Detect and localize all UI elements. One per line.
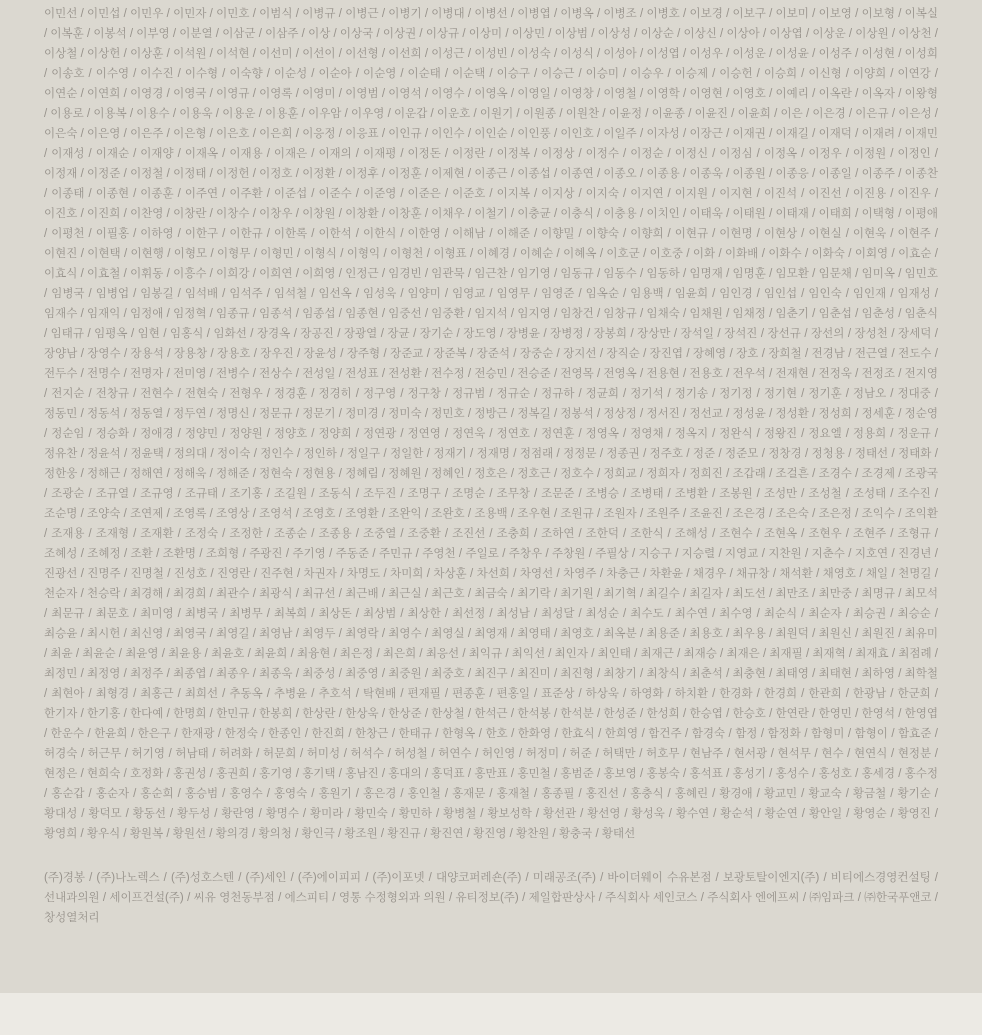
page-footer-strip — [0, 993, 982, 1035]
individual-donor-names-paragraph: 이민선 / 이민섭 / 이민우 / 이민자 / 이민호 / 이범식 / 이병규 / 이병근 / 이병기 / 이병대 / 이병선 / 이병엽 / 이병옥 / 이병조 / 이병호 / 이보경 / 이보구 / 이보미 / 이보영 / 이보형 / 이복실 / 이복훈 / 이봉석 / 이부영 / 이분열 / 이삼군 / 이삼주 / 이상 / 이상국 / 이상권 / 이상규 / 이상미 / 이상민 / 이상범 / 이상성 / 이상순 / 이상신 / 이상아 / 이상엽 / 이상운 / 이상원 / 이상천 / 이상철 / 이상헌 / 이상훈 / 이석원 / 이석현 / 이선미 / 이선이 / 이선형 / 이선희 / 이성근 / 이성빈 / 이성숙 / 이성식 / 이성아 / 이성엽 / 이성우 / 이성운 / 이성윤 / 이성주 / 이성현 / 이성희 / 이송호 / 이수영 / 이수진 / 이수형 / 이숙향 / 이순성 / 이순아 / 이순영 / 이순태 / 이순택 / 이승구 / 이승근 / 이승미 / 이승우 / 이승제 / 이승헌 / 이승희 / 이신형 / 이양희 / 이연강 / 이연순 / 이연희 / 이영경 / 이영국 / 이영규 / 이영록 / 이영미 / 이영범 / 이영석 / 이영수 / 이영옥 / 이영일 / 이영창 / 이영철 / 이영학 / 이영현 / 이영호 / 이예리 / 이옥란 / 이옥자 / 이왕형 / 이용로 / 이용복 / 이용수 / 이용욱 / 이용운 / 이용훈 / 이우암 / 이우영 / 이운갑 / 이운호 / 이원기 / 이원종 / 이원찬 / 이윤정 / 이윤종 / 이윤진 / 이윤희 / 이은 / 이은경 / 이은규 / 이은성 / 이은숙 / 이은영 / 이은주 / 이은형 / 이은호 / 이은희 / 이응정 / 이응표 / 이인규 / 이인수 / 이인순 / 이인풍 / 이인호 / 이일주 / 이자성 / 이장근 / 이재권 / 이재길 / 이재덕 / 이재려 / 이재민 / 이재성 / 이재순 / 이재양 / 이재옥 / 이재용 / 이재은 / 이재의 / 이재평 / 이정돈 / 이정란 / 이정복 / 이정상 / 이정수 / 이정순 / 이정신 / 이정심 / 이정옥 / 이정우 / 이정원 / 이정인 / 이정재 / 이정준 / 이정철 / 이정태 / 이정헌 / 이정호 / 이정환 / 이정후 / 이정훈 / 이제현 / 이종근 / 이종섭 / 이종연 / 이종오 / 이종용 / 이종욱 / 이종원 / 이종응 / 이종일 / 이종주 / 이종찬 / 이종태 / 이종현 / 이종훈 / 이주연 / 이주환 / 이준섭 / 이준수 / 이준영 / 이준은 / 이준호 / 이지복 / 이지상 / 이지숙 / 이지연 / 이지원 / 이지현 / 이진석 / 이진선 / 이진용 / 이진우 / 이진호 / 이진희 / 이찬영 / 이창란 / 이창수 / 이창우 / 이창원 / 이창환 / 이창훈 / 이채우 / 이철기 / 이충균 / 이충식 / 이충용 / 이치인 / 이태욱 / 이태원 / 이태재 / 이태희 / 이택형 / 이평애 / 이평천 / 이필홍 / 이하영 / 이한구 / 이한규 / 이한록 / 이한석 / 이한식 / 이한영 / 이해남 / 이해준 / 이향밀 / 이향숙 / 이향희 / 이현규 / 이현명 / 이현상 / 이현실 / 이현욱 / 이현주 / 이현진 / 이현택 / 이현행 / 이형모 / 이형무 / 이형민 / 이형식 / 이형익 / 이형천 / 이형표 / 이혜경 / 이혜순 / 이혜옥 / 이호군 / 이호중 / 이화 / 이화배 / 이화수 / 이화숙 / 이회영 / 이효순 / 이효식 / 이효철 / 이휘동 / 이흥수 / 이희강 / 이희연 / 이희영 / 인정근 / 임경빈 / 임관묵 / 임근찬 / 임기영 / 임동규 / 임동수 / 임동하 / 임명재 / 임명훈 / 임모환 / 임문채 / 임미옥 / 임민호 / 임병국 / 임병업 / 임봉길 / 임석배 / 임석주 / 임석철 / 임선옥 / 임성욱 / 임양미 / 임영교 / 임영무 / 임영준 / 임옥순 / 임용백 / 임윤희 / 임인경 / 임인섭 / 임인숙 / 임인재 / 임재성 / 임재수 / 임재익 / 임정애 / 임정혁 / 임종규 / 임종석 / 임종섭 / 임종현 / 임중선 / 임중환 / 임지석 / 임지영 / 임창건 / 임창규 / 임채숙 / 임채원 / 임채정 / 임춘기 / 임춘섭 / 임춘성 / 임춘식 / 임태규 / 임평옥 / 임현 / 임홍식 / 임화선 / 장경옥 / 장공진 / 장광열 / 장균 / 장기순 / 장도영 / 장병윤 / 장병정 / 장봉희 / 장상만 / 장석일 / 장석진 / 장선규 / 장선의 / 장성천 / 장세덕 / 장양남 / 장영수 / 장용석 / 장용창 / 장용호 / 장우진 / 장윤성 / 장주형 / 장준교 / 장준복 / 장준석 / 장중순 / 장지선 / 장직순 / 장진엽 / 장혜영 / 장호 / 장희철 / 전경남 / 전근열 / 전도수 / 전두수 / 전명수 / 전명자 / 전미영 / 전병수 / 전상수 / 전성일 / 전성표 / 전성환 / 전수정 / 전승민 / 전승준 / 전영목 / 전영옥 / 전용현 / 전용호 / 전우석 / 전재현 / 전정욱 / 전정조 / 전지영 / 전지순 / 전창규 / 전현수 / 전현숙 / 전형우 / 정경훈 / 정경히 / 정구영 / 정구창 / 정규범 / 정규순 / 정규하 / 정균희 / 정기석 / 정기송 / 정기정 / 정기현 / 정기훈 / 정남오 / 정대중 / 정동민 / 정동석 / 정동열 / 정두연 / 정명신 / 정문규 / 정문기 / 정미경 / 정미숙 / 정민호 / 정방근 / 정복길 / 정봉석 / 정상정 / 정서진 / 정선교 / 정성윤 / 정성환 / 정성희 / 정세훈 / 정순영 / 정순임 / 정승화 / 정애경 / 정양민 / 정양원 / 정양호 / 정양희 / 정연광 / 정연영 / 정연욱 / 정연호 / 정연훈 / 정영옥 / 정영채 / 정옥지 / 정완식 / 정왕진 / 정요엘 / 정용희 / 정운규 / 정유찬 / 정윤석 / 정윤택 / 정의대 / 정이숙 / 정인수 / 정인하 / 정일구 / 정일한 / 정재기 / 정재명 / 정점래 / 정정문 / 정종권 / 정주호 / 정준 / 정준모 / 정창경 / 정청용 / 정태선 / 정태화 / 정한웅 / 정해근 / 정해연 / 정해욱 / 정해준 / 정현숙 / 정현용 / 정혜림 / 정혜원 / 정혜인 / 정호은 / 정호근 / 정호수 / 정희교 / 정희자 / 정희진 / 조갑래 / 조걸흔 / 조경수 / 조경제 / 조광국 / 조광순 / 조규열 / 조규영 / 조규태 / 조기홍 / 조길원 / 조동식 / 조두진 / 조명구 / 조명순 / 조무창 / 조문준 / 조병승 / 조병태 / 조병환 / 조봉원 / 조성만 / 조성철 / 조성태 / 조수진 / 조순명 / 조양숙 / 조연제 / 조영록 / 조영상 / 조영석 / 조영호 / 조영환 / 조완익 / 조완호 / 조용백 / 조우현 / 조원규 / 조원자 / 조원주 / 조윤진 / 조은경 / 조은숙 / 조은정 / 조익수 / 조익환 / 조재용 / 조재형 / 조재환 / 조정숙 / 조정한 / 조종순 / 조종용 / 조중열 / 조중환 / 조진선 / 조충희 / 조하연 / 조한덕 / 조한식 / 조해성 / 조현수 / 조현옥 / 조현우 / 조현주 / 조형규 / 조혜성 / 조혜정 / 조환 / 조환명 / 조희형 / 주광진 / 주기영 / 주동준 / 주민규 / 주영천 / 주일로 / 주창우 / 주창원 / 주필상 / 지승구 / 지승렬 / 지영교 / 지찬원 / 지춘수 / 지호연 / 진경년 / 진광선 / 진명주 / 진명철 / 진성호 / 진영란 / 진주현 / 차권자 / 차명도 / 차미희 / 차상훈 / 차선희 / 차영선 / 차영주 / 차충근 / 차환윤 / 채경우 / 채규창 / 채석환 / 채영호 / 채일 / 천명길 / 천순자 / 천승락 / 최경해 / 최경희 / 최관수 / 최광식 / 최규선 / 최근배 / 최근실 / 최근호 / 최금숙 / 최기락 / 최기원 / 최기혁 / 최길수 / 최길자 / 최도선 / 최만조 / 최만중 / 최명규 / 최모석 / 최문규 / 최문호 / 최미영 / 최병국 / 최병무 / 최복희 / 최상돈 / 최상범 / 최상한 / 최선정 / 최성남 / 최성달 / 최성순 / 최수도 / 최수연 / 최수영 / 최순식 / 최순자 / 최승권 / 최승순 / 최승윤 / 최시헌 / 최신영 / 최영국 / 최영길 / 최영남 / 최영두 / 최영락 / 최영수 / 최영실 / 최영재 / 최영태 / 최영호 / 최옥분 / 최용준 / 최용호 / 최우용 / 최원덕 / 최원신 / 최원진 / 최유미 / 최윤 / 최윤순 / 최윤영 / 최윤용 / 최윤호 / 최윤희 / 최융현 / 최은정 / 최은희 / 최응선 / 최익규 / 최익선 / 최인자 / 최인태 / 최재근 / 최재승 / 최재은 / 최재필 / 최재혁 / 최재효 / 최점례 / 최정민 / 최정영 / 최정주 / 최종엽 / 최종우 / 최종욱 / 최중성 / 최중영 / 최중원 / 최중호 / 최진구 / 최진미 / 최진형 / 최창기 / 최창식 / 최춘석 / 최충현 / 최태영 / 최태현 / 최하영 / 최학철 / 최현아 / 최형경 / 최홍근 / 최희선 / 추동옥 / 추병윤 / 추호석 / 탁현배 / 편재필 / 편종훈 / 편홍일 / 표준상 / 하상욱 / 하영화 / 하치환 / 한경화 / 한경희 / 한관희 / 한광남 / 한군희 / 한기자 / 한기홍 / 한다예 / 한명희 / 한민규 / 한봉희 / 한상란 / 한상욱 / 한상준 / 한상철 / 한석근 / 한석봉 / 한석분 / 한성준 / 한성희 / 한승엽 / 한승호 / 한연란 / 한영민 / 한영석 / 한영엽 / 한운수 / 한윤희 / 한은구 / 한재광 / 한정숙 / 한종인 / 한진희 / 한창근 / 한태규 / 한형옥 / 한호 / 한화영 / 한효식 / 한희영 / 함건주 / 함경숙 / 함정 / 함정화 / 함형미 / 함형이 / 함효준 / 허경숙 / 허근무 / 허기영 / 허남태 / 허려화 / 허문희 / 허미성 / 허석수 / 허성철 / 허연수 / 허인영 / 허정미 / 허준 / 허택만 / 허호무 / 현남주 / 현서광 / 현석무 / 현수 / 현연식 / 현정분 / 현정은 / 현희숙 / 호정화 / 홍권성 / 홍권희 / 홍기영 / 홍기택 / 홍남진 / 홍대의 / 홍덕표 / 홍만표 / 홍민철 / 홍범준 / 홍보영 / 홍봉숙 / 홍석표 / 홍성기 / 홍성수 / 홍성호 / 홍세경 / 홍수정 / 홍순갑 / 홍순자 / 홍순희 / 홍승범 / 홍영수 / 홍영숙 / 홍원기 / 홍은경 / 홍인철 / 홍재문 / 홍재철 / 홍종필 / 홍진선 / 홍충식 / 홍혜린 / 황경애 / 황교민 / 황교숙 / 황금철 / 황기순 / 황대성 / 황덕모 / 황동선 / 황두성 / 황란영 / 황명수 / 황미라 / 황민숙 / 황민하 / 황병철 / 황보성학 / 황선관 / 황선영 / 황성욱 / 황수연 / 황순석 / 황순연 / 황안일 / 황영순 / 황영진 / 황영희 / 황우식 / 황원복 / 황원선 / 황의경 / 황의청 / 황인극 / 황조원 / 황진규 / 황진연 / 황진영 / 황찬원 / 황충국 / 황태선 — [44, 8, 938, 840]
organization-donor-names-paragraph: (주)경봉 / (주)나노렉스 / (주)성호스텐 / (주)세인 / (주)에이피피 / (주)이포넷 / 대양코퍼레숀(주) / 미래공조(주) / 바이더웨이 수유본점 / 보광토탈이엔지(주) / 비티에스경영컨설팅 / 선내과의원 / 세이프건설(주) / 씨유 영천동부점 / 에스피티 / 영통 수정형외과 의원 / 유티정보(주) / 제일합판상사 / 주식회사 세인코스 / 주식회사 엔에프씨 / ㈜임파크 / ㈜한국푸앤코 / 창성열처리 — [44, 872, 938, 924]
